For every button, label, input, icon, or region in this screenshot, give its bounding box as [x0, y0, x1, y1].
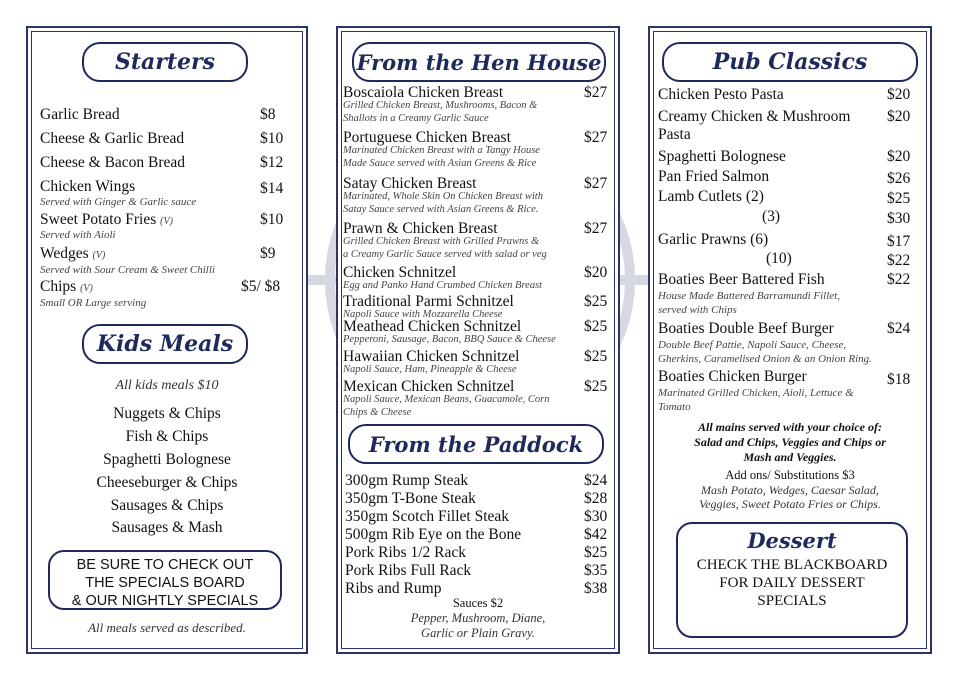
- menu-item-description: Small OR Large serving: [40, 297, 147, 309]
- menu-item-price: $17: [887, 233, 911, 250]
- menu-item-description: Grilled Chicken Breast with Grilled Prawns &: [343, 236, 540, 247]
- steak-item-name: Pork Ribs 1/2 Rack: [345, 544, 466, 561]
- kids-price-note: All kids meals $10: [115, 378, 219, 393]
- menu-item-name: Prawn & Chicken Breast: [343, 220, 498, 237]
- menu-item-price: $5/ $8: [241, 278, 281, 295]
- steak-item-price: $38: [584, 580, 608, 597]
- menu-item-name: Satay Chicken Breast: [343, 175, 477, 192]
- menu-item-price: $25: [584, 318, 608, 335]
- menu-item-name: Sweet Potato Fries (V): [40, 211, 173, 228]
- menu-item-name: Garlic Bread: [40, 106, 120, 123]
- kids-item: Spaghetti Bolognese: [103, 451, 231, 468]
- paddock-title: From the Paddock: [348, 424, 604, 464]
- starters-kids-panel: [26, 26, 308, 654]
- menu-item-name: Boscaiola Chicken Breast: [343, 84, 504, 101]
- menu-item-price: $14: [260, 180, 284, 197]
- menu-item-description: Egg and Panko Hand Crumbed Chicken Breast: [343, 280, 543, 291]
- menu-item-price: $10: [260, 130, 284, 147]
- menu-item-description: served with Chips: [658, 304, 737, 316]
- menu-item-price: $20: [584, 264, 608, 281]
- steak-item-name: 350gm T-Bone Steak: [345, 490, 476, 507]
- hen-house-paddock-panel: [336, 26, 620, 654]
- addons-line: Veggies, Sweet Potato Fries or Chips.: [699, 497, 881, 511]
- menu-item-price: $25: [887, 190, 911, 207]
- pub-classics-panel: [648, 26, 932, 654]
- menu-item-price: $20: [887, 86, 911, 103]
- steak-item-price: $42: [584, 526, 608, 543]
- menu-item-description: Satay Sauce served with Asian Greens & Rice.: [343, 204, 539, 215]
- pub-classics-title: Pub Classics: [662, 42, 918, 82]
- hen-house-title: From the Hen House: [352, 42, 606, 82]
- menu-item-description: Marinated Chicken Breast with a Tangy House: [343, 145, 540, 156]
- steak-item-price: $24: [584, 472, 608, 489]
- footer-note: All meals served as described.: [88, 620, 246, 635]
- menu-item-description: Marinated Grilled Chicken, Aioli, Lettuce &: [658, 387, 854, 399]
- dessert-box: [676, 522, 908, 638]
- menu-item-description: Chips & Cheese: [343, 407, 412, 418]
- menu-item-price: $8: [260, 106, 276, 123]
- dessert-line: SPECIALS: [757, 593, 827, 609]
- menu-item-description: Shallots in a Creamy Garlic Sauce: [343, 113, 489, 124]
- menu-item-price: $20: [887, 148, 911, 165]
- menu-item-name: Spaghetti Bolognese: [658, 148, 786, 165]
- sauces-title: Sauces $2: [452, 596, 504, 610]
- menu-item-description: Marinated, Whole Skin On Chicken Breast with: [343, 191, 543, 202]
- menu-item-price: $26: [887, 170, 911, 187]
- menu-item-name: (3): [762, 208, 781, 225]
- menu-item-name: Creamy Chicken & Mushroom: [658, 108, 851, 125]
- menu-item-name: Traditional Parmi Schnitzel: [343, 293, 514, 310]
- steak-item-name: Ribs and Rump: [345, 580, 442, 597]
- menu-item-name: Chips (V): [40, 278, 93, 295]
- menu-item-name: Cheese & Bacon Bread: [40, 154, 186, 171]
- menu-item-price: $10: [260, 211, 284, 228]
- menu-item-name: Boaties Beer Battered Fish: [658, 271, 825, 288]
- steak-item-name: 500gm Rib Eye on the Bone: [345, 526, 522, 543]
- menu-item-price: $27: [584, 175, 608, 192]
- menu-item-name: Wedges (V): [40, 245, 106, 262]
- menu-item-price: $24: [887, 320, 911, 337]
- steak-item-price: $28: [584, 490, 608, 507]
- menu-item-description: Pepperoni, Sausage, Bacon, BBQ Sauce & Cheese: [343, 334, 556, 345]
- steak-item-price: $35: [584, 562, 608, 579]
- kids-meals-title: Kids Meals: [82, 324, 248, 364]
- menu-item-description: Napoli Sauce, Ham, Pineapple & Cheese: [343, 364, 517, 375]
- menu-item-price: $22: [887, 252, 911, 269]
- steak-item-name: 350gm Scotch Fillet Steak: [345, 508, 510, 525]
- menu-item-price: $27: [584, 129, 608, 146]
- mains-note-line: Mash and Veggies.: [743, 450, 837, 464]
- specials-reminder-box: [48, 550, 282, 610]
- menu-item-description: Served with Ginger & Garlic sauce: [40, 196, 197, 208]
- specials-line: BE SURE TO CHECK OUT: [76, 557, 254, 573]
- menu-item-description: Served with Sour Cream & Sweet Chilli: [40, 264, 215, 276]
- dessert-title: Dessert: [747, 528, 837, 553]
- menu-item-description: House Made Battered Barramundi Fillet,: [658, 290, 840, 302]
- menu-item-price: $27: [584, 220, 608, 237]
- sauces-line: Garlic or Plain Gravy.: [421, 626, 535, 640]
- menu-item-description: Grilled Chicken Breast, Mushrooms, Bacon &: [343, 100, 538, 111]
- kids-item: Sausages & Chips: [110, 497, 224, 514]
- menu-item-name: (10): [766, 250, 792, 267]
- steak-item-price: $30: [584, 508, 608, 525]
- menu-item-price: $22: [887, 271, 911, 288]
- menu-item-price: $18: [887, 371, 911, 388]
- menu-item-name-continued: Pasta: [658, 126, 691, 143]
- specials-line: THE SPECIALS BOARD: [85, 575, 245, 591]
- menu-item-name: Chicken Pesto Pasta: [658, 86, 784, 103]
- addons-line: Mash Potato, Wedges, Caesar Salad,: [701, 483, 879, 497]
- menu-item-name: Hawaiian Chicken Schnitzel: [343, 348, 520, 365]
- menu-item-description: Made Sauce served with Asian Greens & Rice: [343, 158, 537, 169]
- steak-item-name: Pork Ribs Full Rack: [345, 562, 472, 579]
- menu-item-price: $30: [887, 210, 911, 227]
- steak-item-price: $25: [584, 544, 608, 561]
- menu-item-price: $25: [584, 293, 608, 310]
- menu-item-price: $20: [887, 108, 911, 125]
- menu-item-price: $25: [584, 348, 608, 365]
- menu-item-name: Chicken Schnitzel: [343, 264, 457, 281]
- menu-item-price: $27: [584, 84, 608, 101]
- kids-item: Cheeseburger & Chips: [96, 474, 238, 491]
- dessert-line: FOR DAILY DESSERT: [719, 575, 865, 591]
- menu-item-price: $9: [260, 245, 276, 262]
- menu-item-description: Napoli Sauce with Mozzarella Cheese: [343, 309, 503, 320]
- kids-item: Nuggets & Chips: [113, 405, 221, 422]
- menu-item-description: Served with Aioli: [40, 229, 116, 241]
- kids-item: Fish & Chips: [125, 428, 209, 445]
- menu-item-price: $12: [260, 154, 284, 171]
- dessert-line: CHECK THE BLACKBOARD: [696, 557, 888, 573]
- sauces-line: Pepper, Mushroom, Diane,: [410, 611, 546, 625]
- menu-item-name: Mexican Chicken Schnitzel: [343, 378, 515, 395]
- steak-item-name: 300gm Rump Steak: [345, 472, 469, 489]
- menu-item-name: Garlic Prawns (6): [658, 231, 769, 248]
- addons-title: Add ons/ Substitutions $3: [725, 468, 855, 482]
- menu-item-name: Boaties Chicken Burger: [658, 368, 807, 385]
- menu-item-name: Meathead Chicken Schnitzel: [343, 318, 522, 335]
- menu-item-name: Chicken Wings: [40, 178, 136, 195]
- menu-item-description: Gherkins, Caramelised Onion & an Onion Ring.: [658, 353, 872, 365]
- specials-line: & OUR NIGHTLY SPECIALS: [71, 593, 259, 609]
- menu-item-name: Lamb Cutlets (2): [658, 188, 764, 205]
- kids-item: Sausages & Mash: [111, 519, 223, 536]
- starters-title: Starters: [82, 42, 248, 82]
- mains-note-line: All mains served with your choice of:: [698, 420, 882, 434]
- menu-item-description: Napoli Sauce, Mexican Beans, Guacamole, Corn: [343, 394, 550, 405]
- menu-item-name: Pan Fried Salmon: [658, 168, 770, 185]
- mains-note-line: Salad and Chips, Veggies and Chips or: [694, 435, 886, 449]
- menu-item-description: a Creamy Garlic Sauce served with salad or veg: [343, 249, 547, 260]
- menu-item-price: $25: [584, 378, 608, 395]
- menu-item-description: Tomato: [658, 401, 691, 413]
- menu-item-name: Portuguese Chicken Breast: [343, 129, 511, 146]
- menu-item-name: Cheese & Garlic Bread: [40, 130, 185, 147]
- menu-item-description: Double Beef Pattie, Napoli Sauce, Cheese,: [658, 339, 847, 351]
- menu-item-name: Boaties Double Beef Burger: [658, 320, 834, 337]
